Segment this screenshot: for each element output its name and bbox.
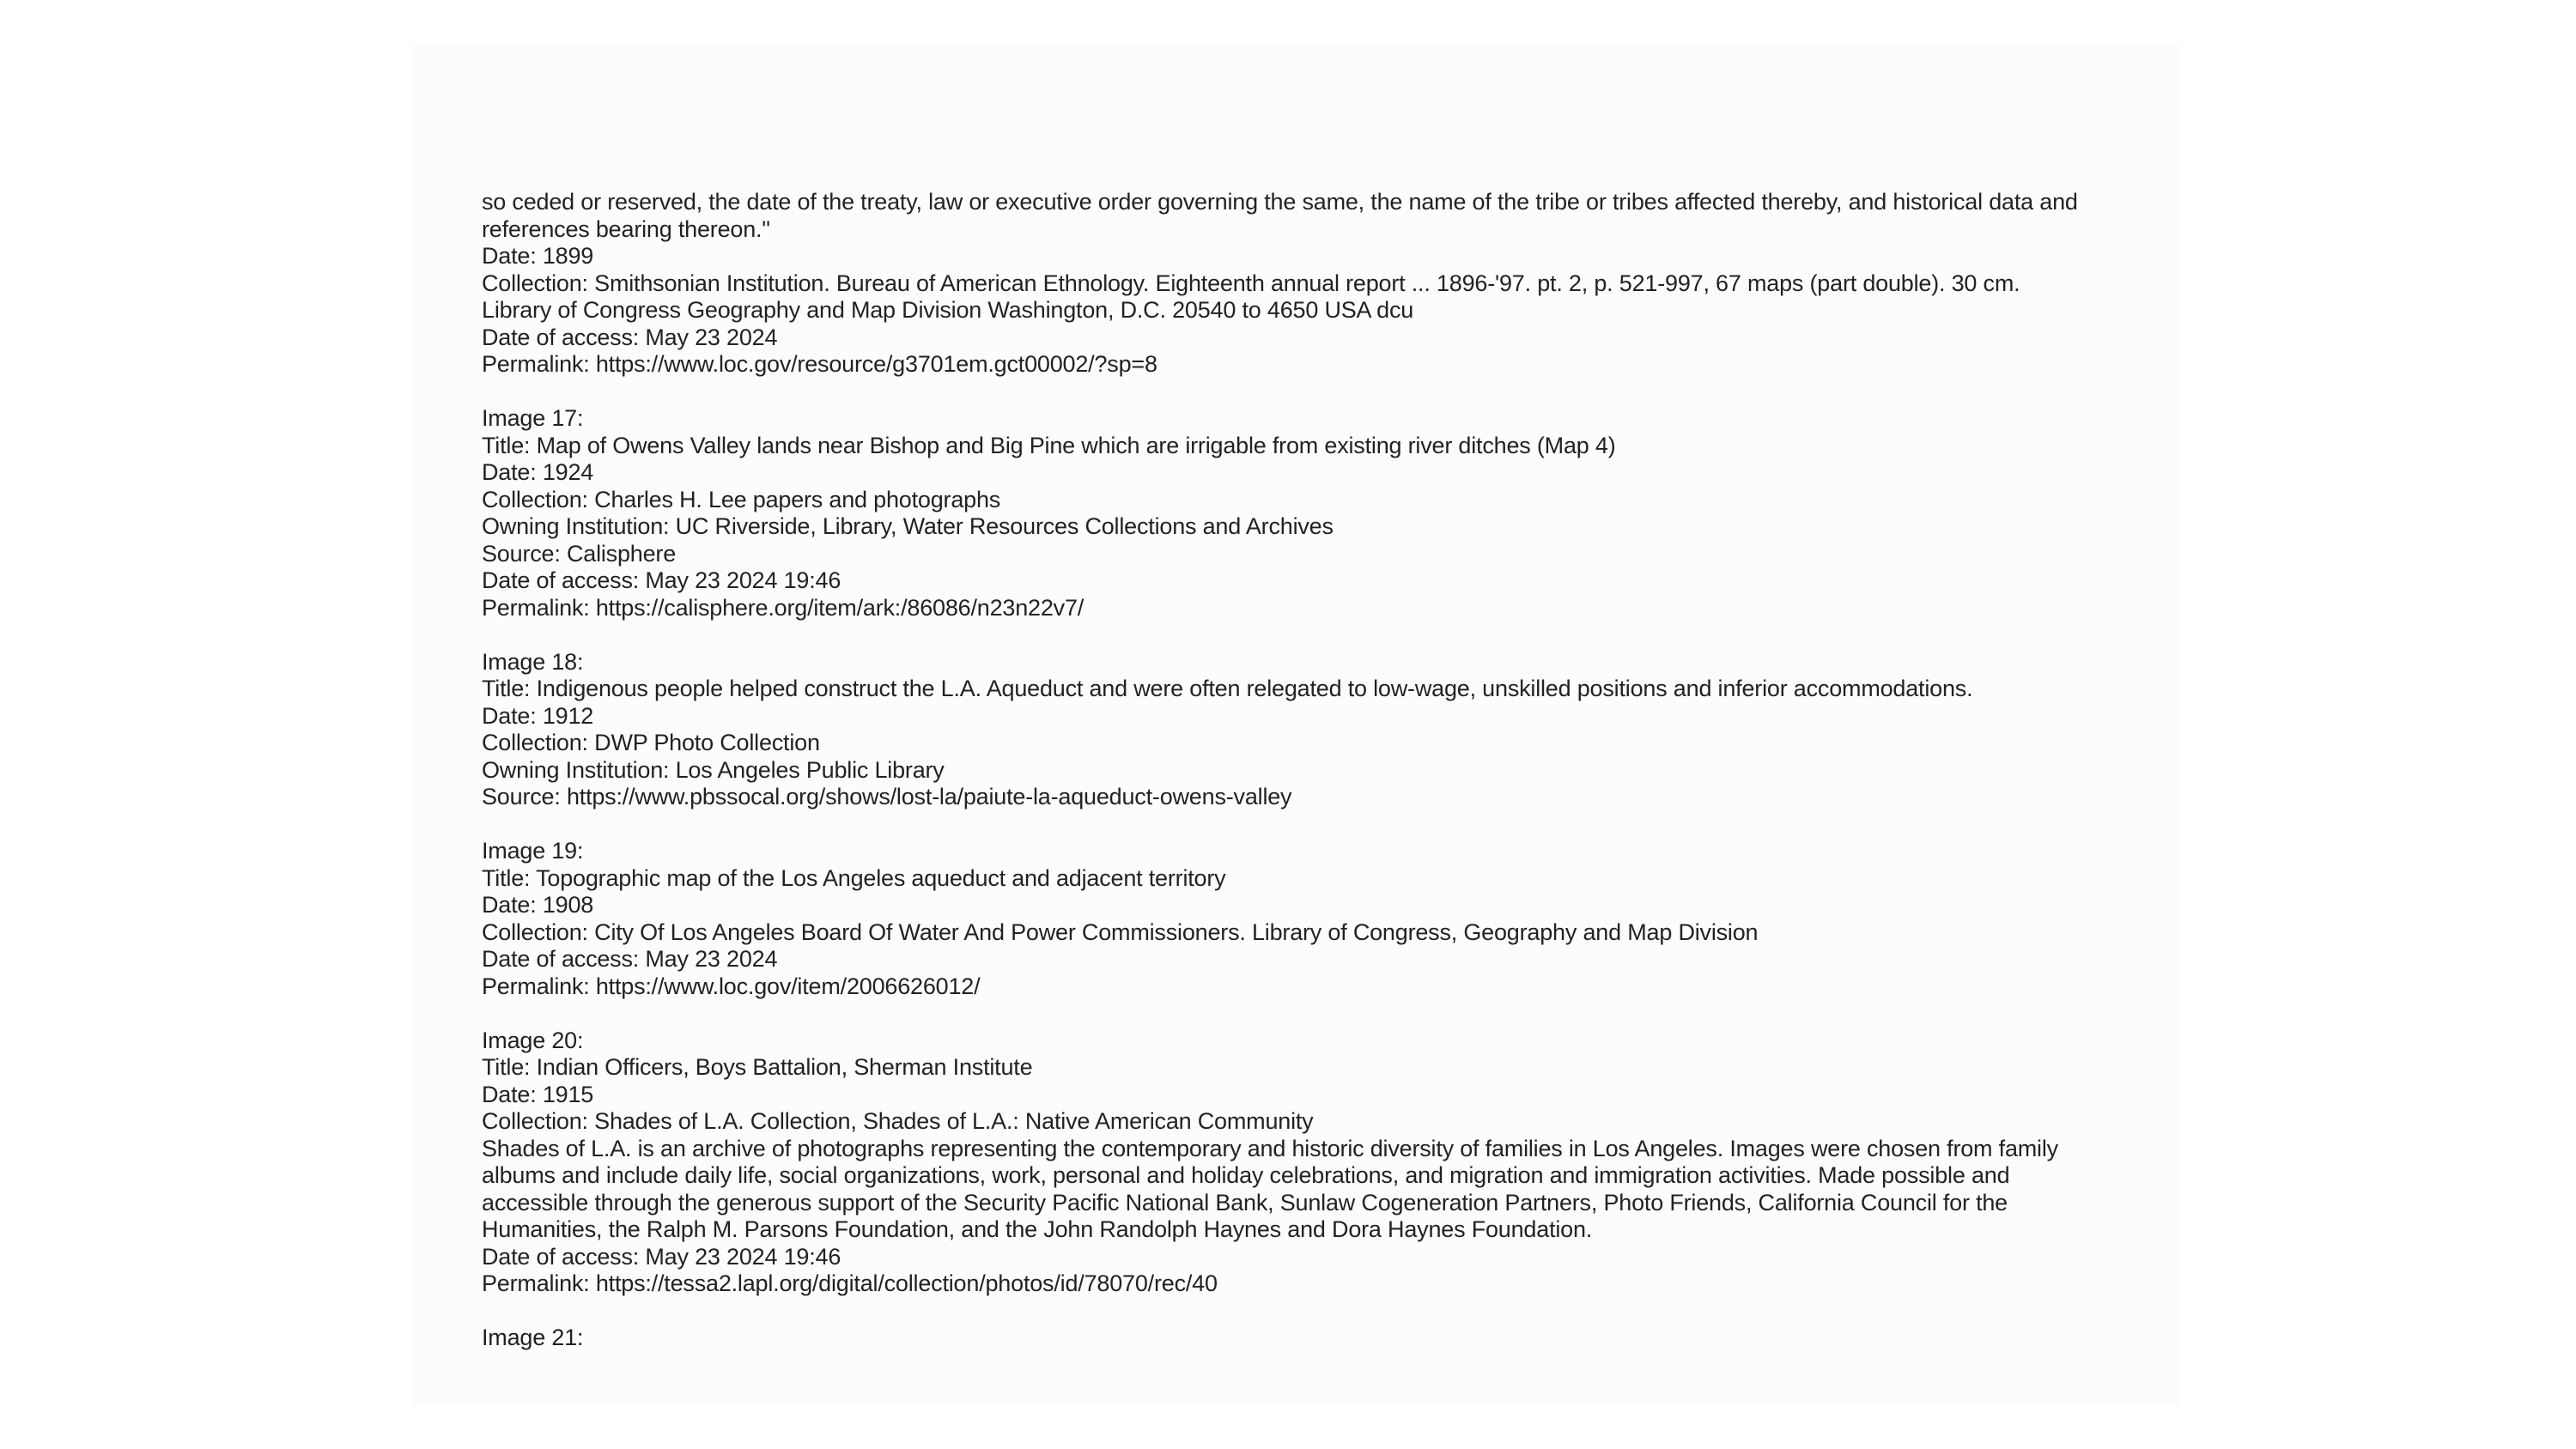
image-18-date: Date: 1912 xyxy=(482,702,594,729)
intro-entry xyxy=(482,189,2113,379)
image-19-access-date: Date of access: May 23 2024 xyxy=(482,946,778,972)
image-20-access-date: Date of access: May 23 2024 19:46 xyxy=(482,1243,841,1270)
image-17-title: Title: Map of Owens Valley lands near Bishop and Big Pine which are irrigable from existing river ditches (Map 4) xyxy=(482,432,1616,458)
image-20-description: Shades of L.A. is an archive of photographs representing the contemporary and historic diversity of families in Los Angeles. Images were chosen from family albums and include daily life, social organizations, work, personal and holiday celebrations, and migration and immigration activities. Made possible and accessible through the generous support of the Security Pacific National Bank, Sunlaw Cogeneration Partners, Photo Friends, California Council for the Humanities, the Ralph M. Parsons Foundation, and the John Randolph Haynes and Dora Haynes Foundation. xyxy=(482,1135,2058,1242)
spacer xyxy=(482,621,2113,649)
intro-text: so ceded or reserved, the date of the treaty, law or executive order governing the same, the name of the tribe or tribes affected thereby, and historical data and references bearing thereon." xyxy=(482,189,2078,242)
intro-library: Library of Congress Geography and Map Division Washington, D.C. 20540 to 4650 USA dcu xyxy=(482,297,1414,323)
intro-date: Date: 1899 xyxy=(482,243,594,269)
image-19-title: Title: Topographic map of the Los Angeles aqueduct and adjacent territory xyxy=(482,864,1226,891)
image-21-heading: Image 21: xyxy=(482,1325,584,1350)
spacer xyxy=(482,379,2113,406)
document-body xyxy=(482,189,2113,1352)
spacer xyxy=(482,811,2113,839)
image-17-access-date: Date of access: May 23 2024 19:46 xyxy=(482,567,841,593)
image-18-heading: Image 18: xyxy=(482,648,584,675)
intro-access-date: Date of access: May 23 2024 xyxy=(482,324,778,350)
image-19-permalink: Permalink: https://www.loc.gov/item/2006626012/ xyxy=(482,973,981,999)
image-18-collection: Collection: DWP Photo Collection xyxy=(482,730,820,755)
image-18-source: Source: https://www.pbssocal.org/shows/lost-la/paiute-la-aqueduct-owens-valley xyxy=(482,784,1292,809)
image-20-collection: Collection: Shades of L.A. Collection, Shades of L.A.: Native American Community xyxy=(482,1108,1314,1134)
image-18-entry xyxy=(482,649,2113,811)
image-17-date: Date: 1924 xyxy=(482,459,594,485)
intro-collection: Collection: Smithsonian Institution. Bureau of American Ethnology. Eighteenth annual report ... 1896-'97. pt. 2, p. 521-997, 67 maps (part double). 30 cm. xyxy=(482,270,2020,296)
image-20-title: Title: Indian Officers, Boys Battalion, Sherman Institute xyxy=(482,1054,1033,1080)
image-19-heading: Image 19: xyxy=(482,838,584,864)
image-17-entry xyxy=(482,405,2113,621)
image-17-owner: Owning Institution: UC Riverside, Library, Water Resources Collections and Archives xyxy=(482,513,1334,539)
image-20-heading: Image 20: xyxy=(482,1027,584,1053)
image-17-heading: Image 17: xyxy=(482,405,584,431)
image-18-title: Title: Indigenous people helped construct the L.A. Aqueduct and were often relegated to low-wage, unskilled positions and inferior accommodations. xyxy=(482,676,1973,701)
image-20-date: Date: 1915 xyxy=(482,1081,594,1107)
image-19-collection: Collection: City Of Los Angeles Board Of Water And Power Commissioners. Library of Congress, Geography and Map Division xyxy=(482,919,1759,945)
image-17-collection: Collection: Charles H. Lee papers and photographs xyxy=(482,486,1001,512)
image-21-entry xyxy=(482,1325,2113,1352)
spacer xyxy=(482,1298,2113,1325)
image-19-entry xyxy=(482,838,2113,1000)
intro-permalink: Permalink: https://www.loc.gov/resource/g3701em.gct00002/?sp=8 xyxy=(482,351,1157,377)
spacer xyxy=(482,1000,2113,1028)
image-17-source: Source: Calisphere xyxy=(482,540,677,567)
image-18-owner: Owning Institution: Los Angeles Public Library xyxy=(482,756,945,783)
image-17-permalink: Permalink: https://calisphere.org/item/ark:/86086/n23n22v7/ xyxy=(482,594,1084,621)
image-19-date: Date: 1908 xyxy=(482,892,594,918)
image-20-permalink: Permalink: https://tessa2.lapl.org/digital/collection/photos/id/78070/rec/40 xyxy=(482,1270,1218,1296)
image-20-entry xyxy=(482,1028,2113,1298)
